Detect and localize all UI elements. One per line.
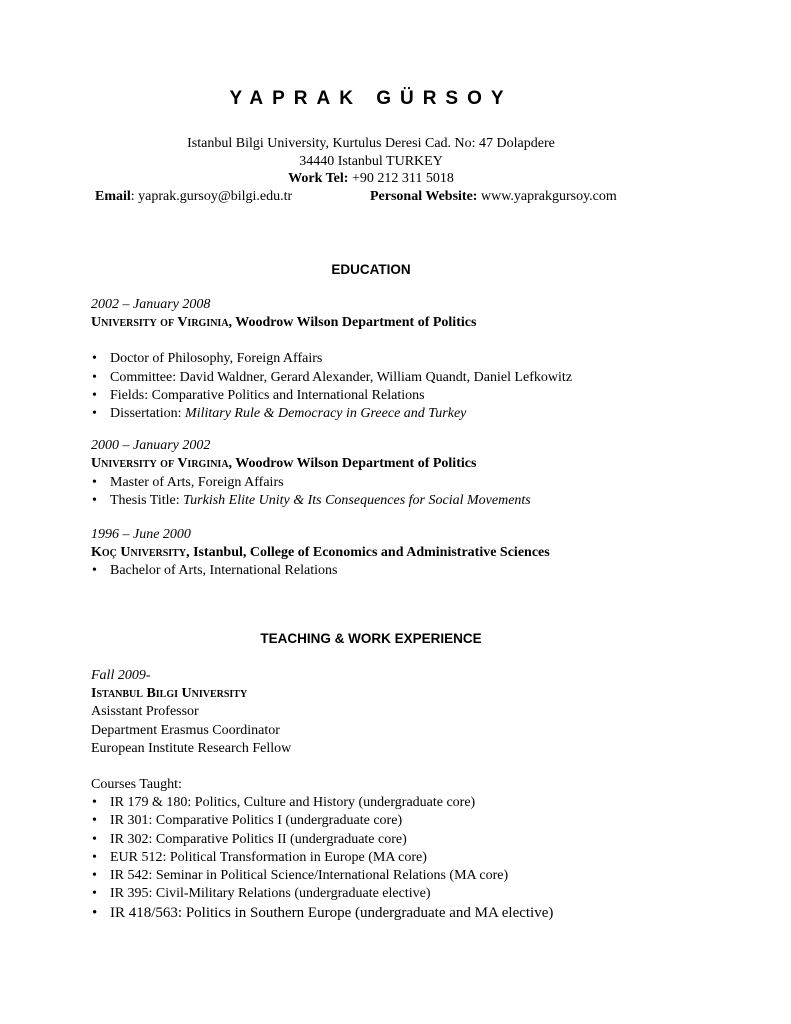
role: European Institute Research Fellow xyxy=(91,740,292,756)
website-line xyxy=(370,188,617,206)
list-item: • IR 302: Comparative Politics II (undergraduate core) xyxy=(91,831,553,849)
institution-name: University of Virginia, xyxy=(91,315,233,331)
list-item: • IR 418/563: Politics in Southern Europe (undergraduate and MA elective) xyxy=(91,903,553,923)
website-label: Personal Website: xyxy=(370,189,478,204)
address-line-2: 34440 Istanbul TURKEY xyxy=(299,154,443,169)
education-heading: EDUCATION xyxy=(331,262,411,277)
work-tel-label: Work Tel: xyxy=(288,171,349,186)
institution-name: University of Virginia, xyxy=(91,456,233,472)
education-list xyxy=(91,350,572,423)
address-line-1: Istanbul Bilgi University, Kurtulus Deresi Cad. No: 47 Dolapdere xyxy=(187,136,555,151)
education-date: 2002 – January 2008 xyxy=(91,297,211,312)
institution-department: Woodrow Wilson Department of Politics xyxy=(232,456,477,472)
list-item: • IR 301: Comparative Politics I (undergraduate core) xyxy=(91,812,553,830)
website-value[interactable]: www.yaprakgursoy.com xyxy=(480,189,617,204)
experience-heading: TEACHING & WORK EXPERIENCE xyxy=(260,631,482,646)
email-value[interactable]: yaprak.gursoy@bilgi.edu.tr xyxy=(138,189,293,204)
education-institution xyxy=(91,314,572,332)
list-item: • IR 179 & 180: Politics, Culture and History (undergraduate core) xyxy=(91,794,553,812)
list-item: • EUR 512: Political Transformation in Europe (MA core) xyxy=(91,849,553,867)
list-item: • Fields: Comparative Politics and International Relations xyxy=(91,387,572,405)
experience-section xyxy=(91,667,553,923)
page-title: YAPRAK GÜRSOY xyxy=(229,88,513,109)
list-item: • Thesis Title: Turkish Elite Unity & Its Consequences for Social Movements xyxy=(91,492,572,510)
institution-department: Istanbul, College of Economics and Administrative Sciences xyxy=(189,545,550,561)
list-item: • Committee: David Waldner, Gerard Alexander, William Quandt, Daniel Lefkowitz xyxy=(91,369,572,387)
role: Asisstant Professor xyxy=(91,704,199,720)
list-item: • IR 542: Seminar in Political Science/International Relations (MA core) xyxy=(91,867,553,885)
education-list xyxy=(91,474,572,510)
institution-name: Koç University, xyxy=(91,545,190,561)
education-list xyxy=(91,562,572,580)
education-section xyxy=(91,296,572,581)
email-line: Email: yaprak.gursoy@bilgi.edu.tr xyxy=(95,189,293,204)
list-item: • IR 395: Civil-Military Relations (undergraduate elective) xyxy=(91,885,553,903)
education-institution xyxy=(91,455,572,473)
role: Department Erasmus Coordinator xyxy=(91,722,280,738)
institution-department: Woodrow Wilson Department of Politics xyxy=(232,315,477,331)
list-item: • Master of Arts, Foreign Affairs xyxy=(91,474,572,492)
courses-list xyxy=(91,794,553,923)
education-institution xyxy=(91,544,572,562)
work-tel-value: +90 212 311 5018 xyxy=(351,171,454,186)
list-item: • Bachelor of Arts, International Relations xyxy=(91,562,572,580)
experience-date: Fall 2009- xyxy=(91,668,151,683)
experience-institution: Istanbul Bilgi University xyxy=(91,686,248,702)
education-date: 2000 – January 2002 xyxy=(91,438,211,454)
work-tel xyxy=(0,170,742,188)
courses-label: Courses Taught: xyxy=(91,777,182,793)
list-item: • Dissertation: Military Rule & Democracy in Greece and Turkey xyxy=(91,405,572,423)
email-label: Email xyxy=(95,189,131,204)
list-item: • Doctor of Philosophy, Foreign Affairs xyxy=(91,350,572,368)
education-date: 1996 – June 2000 xyxy=(91,527,191,543)
